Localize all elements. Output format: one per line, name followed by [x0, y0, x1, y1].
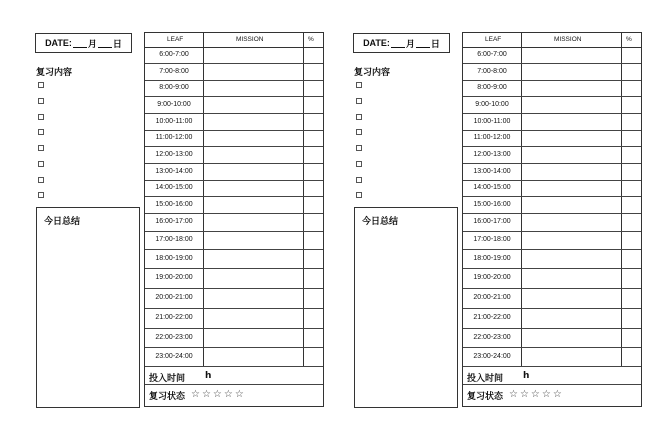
time-slot-label: 10:00-11:00 — [155, 117, 193, 125]
table-row[interactable] — [145, 97, 323, 114]
table-row[interactable] — [145, 269, 323, 289]
time-slot-label: 13:00-14:00 — [473, 167, 511, 175]
table-row[interactable] — [145, 164, 323, 181]
month-blank[interactable] — [73, 38, 87, 48]
footer-divider — [145, 384, 323, 385]
table-row[interactable] — [145, 147, 323, 164]
date-field[interactable]: DATE: 月 日 — [35, 33, 132, 53]
summary-box[interactable] — [354, 207, 458, 408]
review-checkbox[interactable] — [356, 192, 362, 198]
review-checkbox[interactable] — [38, 129, 44, 135]
time-slot-label: 15:00-16:00 — [155, 200, 193, 208]
table-row[interactable] — [145, 47, 323, 64]
invest-time-label: 投入时间 — [467, 374, 504, 384]
table-row[interactable] — [463, 232, 641, 250]
review-checkbox[interactable] — [356, 82, 362, 88]
time-slot-label: 16:00-17:00 — [155, 218, 193, 225]
review-checkbox[interactable] — [38, 145, 44, 151]
review-checkbox[interactable] — [38, 114, 44, 120]
time-slot-label: 17:00-18:00 — [473, 236, 511, 243]
table-row[interactable] — [145, 181, 323, 197]
time-slot-label: 22:00-23:00 — [473, 333, 511, 341]
table-row[interactable] — [463, 164, 641, 181]
time-slot-label: 17:00-18:00 — [155, 236, 193, 243]
time-slot-label: 14:00-15:00 — [473, 184, 511, 191]
invest-time-row[interactable] — [463, 371, 641, 385]
table-row[interactable] — [145, 81, 323, 97]
table-row[interactable] — [145, 197, 323, 214]
table-row[interactable] — [145, 348, 323, 367]
summary-box[interactable] — [36, 207, 140, 408]
time-slot-label: 8:00-9:00 — [477, 84, 507, 91]
time-slot-label: 23:00-24:00 — [155, 352, 193, 360]
review-checkbox[interactable] — [356, 98, 362, 104]
time-slot-label: 7:00-8:00 — [159, 67, 189, 75]
time-slot-label: 11:00-12:00 — [473, 134, 511, 141]
col-leaf: LEAF — [167, 36, 184, 43]
table-row[interactable] — [463, 97, 641, 114]
col-mission: MISSION — [554, 36, 582, 43]
invest-time-row[interactable] — [145, 371, 323, 385]
date-field[interactable]: DATE: 月 日 — [353, 33, 450, 53]
table-row[interactable] — [463, 114, 641, 131]
review-checkbox[interactable] — [38, 82, 44, 88]
review-checkbox[interactable] — [356, 114, 362, 120]
invest-time-label: 投入时间 — [149, 374, 186, 384]
table-row[interactable] — [145, 289, 323, 309]
table-row[interactable] — [145, 64, 323, 81]
rating-stars[interactable]: ☆☆☆☆☆ — [509, 389, 564, 400]
review-content-title: 复习内容 — [36, 68, 73, 78]
day-blank[interactable] — [98, 38, 112, 48]
table-row[interactable] — [463, 309, 641, 329]
day-blank[interactable] — [416, 38, 430, 48]
review-status-label: 复习状态 — [149, 392, 186, 402]
time-slot-label: 10:00-11:00 — [473, 117, 511, 125]
table-row[interactable] — [463, 214, 641, 232]
time-slot-label: 9:00-10:00 — [475, 100, 509, 108]
review-checkbox[interactable] — [356, 145, 362, 151]
review-checkbox[interactable] — [38, 177, 44, 183]
review-checkbox[interactable] — [356, 177, 362, 183]
review-checkbox[interactable] — [38, 192, 44, 198]
time-slot-label: 15:00-16:00 — [473, 200, 511, 208]
time-slot-label: 6:00-7:00 — [159, 50, 189, 58]
review-content-title: 复习内容 — [354, 68, 391, 78]
review-checkbox[interactable] — [38, 98, 44, 104]
table-row[interactable] — [463, 348, 641, 367]
table-row[interactable] — [145, 250, 323, 269]
col-percent: % — [308, 36, 314, 43]
table-row[interactable] — [145, 309, 323, 329]
table-row[interactable] — [463, 250, 641, 269]
table-row[interactable] — [463, 197, 641, 214]
time-slot-label: 22:00-23:00 — [155, 333, 193, 341]
time-slot-label: 14:00-15:00 — [155, 184, 193, 191]
table-row[interactable] — [463, 47, 641, 64]
table-row[interactable] — [145, 329, 323, 348]
table-row[interactable] — [463, 131, 641, 147]
invest-time-unit: h — [205, 371, 212, 381]
table-row[interactable] — [145, 131, 323, 147]
table-row[interactable] — [463, 64, 641, 81]
summary-title: 今日总结 — [44, 217, 81, 227]
invest-time-unit: h — [523, 371, 530, 381]
review-checkbox[interactable] — [38, 161, 44, 167]
col-leaf: LEAF — [485, 36, 502, 43]
table-row[interactable] — [145, 232, 323, 250]
review-status-label: 复习状态 — [467, 392, 504, 402]
time-slot-label: 13:00-14:00 — [155, 167, 193, 175]
time-slot-label: 18:00-19:00 — [155, 254, 193, 262]
time-slot-label: 20:00-21:00 — [155, 294, 193, 301]
time-slot-label: 7:00-8:00 — [477, 67, 507, 75]
time-slot-label: 16:00-17:00 — [473, 218, 511, 225]
planner-right — [318, 0, 650, 436]
review-status-row[interactable] — [145, 389, 323, 403]
table-row[interactable] — [463, 147, 641, 164]
time-slot-label: 19:00-20:00 — [155, 274, 193, 281]
time-slot-label: 21:00-22:00 — [155, 314, 193, 321]
table-header — [145, 33, 323, 48]
table-row[interactable] — [145, 114, 323, 131]
time-slot-label: 9:00-10:00 — [157, 100, 191, 108]
table-row[interactable] — [463, 181, 641, 197]
month-blank[interactable] — [391, 38, 405, 48]
time-slot-label: 12:00-13:00 — [155, 150, 193, 158]
schedule-table — [462, 32, 642, 407]
time-slot-label: 21:00-22:00 — [473, 314, 511, 321]
time-slot-label: 23:00-24:00 — [473, 352, 511, 360]
table-row[interactable] — [463, 81, 641, 97]
table-row[interactable] — [463, 269, 641, 289]
table-row[interactable] — [463, 329, 641, 348]
time-slot-label: 6:00-7:00 — [477, 50, 507, 58]
schedule-table — [144, 32, 324, 407]
review-status-row[interactable] — [463, 389, 641, 403]
time-slot-label: 20:00-21:00 — [473, 294, 511, 301]
time-slot-label: 19:00-20:00 — [473, 274, 511, 281]
table-header — [463, 33, 641, 48]
time-slot-label: 12:00-13:00 — [473, 150, 511, 158]
time-slot-label: 18:00-19:00 — [473, 254, 511, 262]
review-checkbox[interactable] — [356, 129, 362, 135]
col-percent: % — [626, 36, 632, 43]
summary-title: 今日总结 — [362, 217, 399, 227]
review-checkbox[interactable] — [356, 161, 362, 167]
col-mission: MISSION — [236, 36, 264, 43]
time-slot-label: 11:00-12:00 — [155, 134, 193, 141]
rating-stars[interactable]: ☆☆☆☆☆ — [191, 389, 246, 400]
table-row[interactable] — [145, 214, 323, 232]
table-row[interactable] — [463, 289, 641, 309]
footer-divider — [463, 384, 641, 385]
time-slot-label: 8:00-9:00 — [159, 84, 189, 91]
